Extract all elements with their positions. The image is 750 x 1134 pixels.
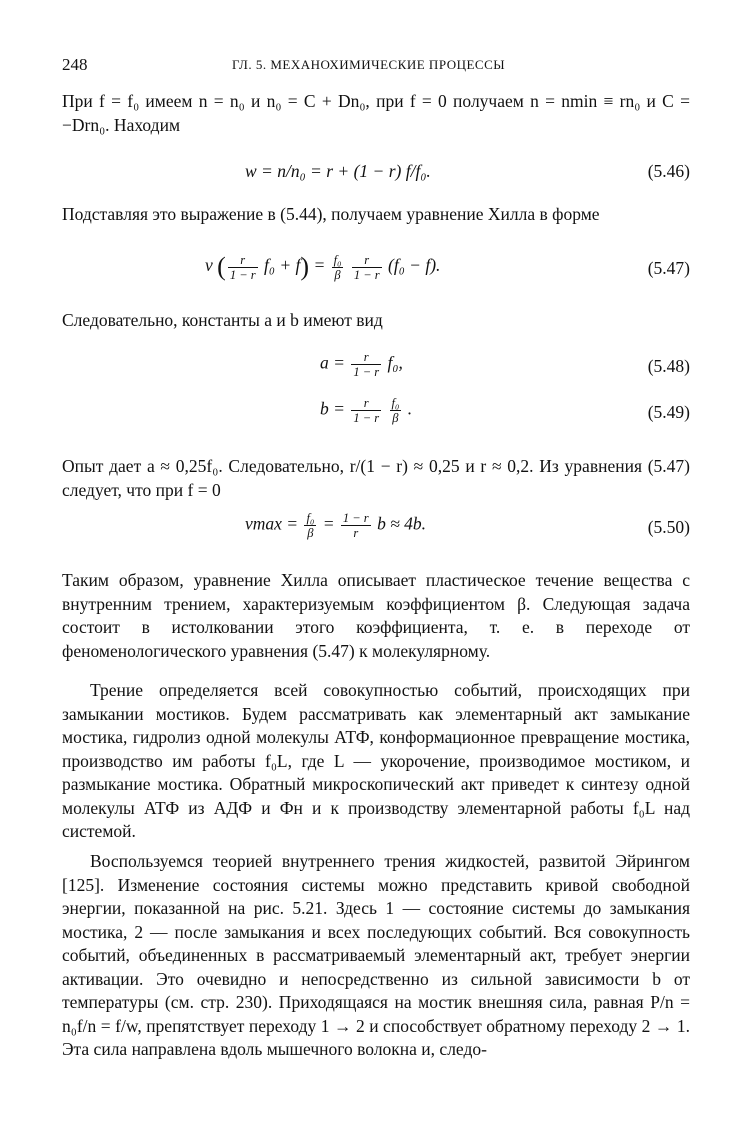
fraction-numerator: f₀ <box>306 511 315 525</box>
fraction-denominator: 1 − r <box>353 267 380 282</box>
equation-5-49 <box>0 396 750 432</box>
equation-number: (5.50) <box>647 517 690 537</box>
right-paren: ) <box>300 252 310 281</box>
fraction-denominator: β <box>392 411 399 425</box>
fraction <box>228 253 258 282</box>
equation-formula: w = n/n₀ = r + (1 − r) f/f₀. <box>245 161 431 181</box>
fraction-denominator: r <box>353 526 359 540</box>
page-number: 248 <box>62 55 88 74</box>
paragraph-3: Следовательно, константы a и b имеют вид <box>62 310 383 330</box>
fraction-denominator: 1 − r <box>229 267 256 282</box>
fraction-numerator: r <box>352 253 382 268</box>
left-paren: ( <box>217 252 226 281</box>
equation-number: (5.48) <box>647 356 690 376</box>
paragraph-6: Трение определяется всей совокупностью событий, происходящих при замыкании мостиков. Будем рассматривать как элементарный акт замыкание мостика, гидролиз одной молекулы АТФ, конформационное превращение мостика, производство им работы f₀L, где L — укорочение, производимое мостиком, и размыкание мостика. Обратный микроскопический акт приведет к синтезу одной молекулы АТФ из АДФ и Фн и к производству элементарной работы f₀L над системой. <box>62 680 690 841</box>
equation-lhs: a = <box>320 352 345 373</box>
equation-formula <box>320 350 403 379</box>
fraction <box>351 396 381 425</box>
fraction <box>390 396 402 425</box>
fraction <box>341 511 371 540</box>
term: f₀ + f <box>264 255 301 276</box>
paragraph-4: Опыт дает a ≈ 0,25f₀. Следовательно, r/(1 − r) ≈ 0,25 и r ≈ 0,2. Из уравнения (5.47) следует, что при f = 0 <box>62 456 690 500</box>
term: (f₀ − f). <box>388 255 441 276</box>
fraction-denominator: 1 − r <box>353 365 380 379</box>
term: f₀, <box>387 352 403 373</box>
fraction-denominator: β <box>334 267 341 282</box>
equation-number: (5.49) <box>647 402 690 422</box>
equation-formula <box>320 396 412 425</box>
paragraph-5: Таким образом, уравнение Хилла описывает пластическое течение вещества с внутренним трением, характеризуемым коэффициентом β. Следующая задача состоит в истолковании этого коэффициента, т. е. в переходе от феноменологического уравнения (5.47) к молекулярному. <box>62 570 690 661</box>
equation-number: (5.47) <box>647 258 690 278</box>
equation-formula <box>205 252 440 282</box>
chapter-title: ГЛ. 5. МЕХАНОХИМИЧЕСКИЕ ПРОЦЕССЫ <box>232 57 506 72</box>
fraction-numerator: f₀ <box>391 396 400 410</box>
fraction <box>304 511 316 540</box>
fraction <box>332 253 344 282</box>
paragraph-1: При f = f₀ имеем n = n₀ и n₀ = C + Dn₀, при f = 0 получаем n = nmin ≡ rn₀ и C = −Drn₀. Находим <box>62 91 690 135</box>
equation-lhs: b = <box>320 398 345 419</box>
paragraph-2: Подставляя это выражение в (5.44), получаем уравнение Хилла в форме <box>62 204 600 224</box>
equation-5-48 <box>0 350 750 386</box>
fraction-denominator: 1 − r <box>353 411 380 425</box>
symbol-v: v <box>205 255 213 276</box>
equation-number: (5.46) <box>647 161 690 181</box>
fraction-numerator: r <box>228 253 258 268</box>
term: b ≈ 4b. <box>377 513 427 534</box>
fraction-numerator: 1 − r <box>342 511 369 525</box>
term: . <box>407 398 413 419</box>
equation-5-46 <box>0 161 750 197</box>
running-header <box>62 55 690 79</box>
fraction-numerator: r <box>351 396 381 411</box>
equation-formula <box>245 511 426 540</box>
equals-sign: = <box>322 513 335 534</box>
equation-lhs: vmax = <box>245 513 299 534</box>
paragraph-7: Воспользуемся теорией внутреннего трения жидкостей, развитой Эйрингом [125]. Изменение состояния системы можно представить кривой свободной энергии, показанной на рис. 5.21. Здесь 1 — состояние системы до замыкания мостика, 2 — после замыкания и всех последующих событий. Вся совокупность событий, объединенных в рассматриваемый элементарный акт, требует энергии активации. Это очевидно и непосредственно из сильной зависимости b от температуры (см. стр. 230). Приходящаяся на мостик внешняя сила, равная P/n = n₀f/n = f/w, препятствует переходу 1 → 2 и способствует обратному переходу 2 → 1. Эта сила направлена вдоль мышечного волокна и, следо- <box>62 851 690 1059</box>
fraction <box>352 253 382 282</box>
fraction-numerator: f₀ <box>333 252 342 267</box>
fraction-numerator: r <box>351 350 381 365</box>
equation-5-50 <box>0 511 750 547</box>
fraction <box>351 350 381 379</box>
equation-5-47 <box>0 252 750 288</box>
fraction-denominator: β <box>307 526 314 540</box>
equals-sign: = <box>313 255 326 276</box>
